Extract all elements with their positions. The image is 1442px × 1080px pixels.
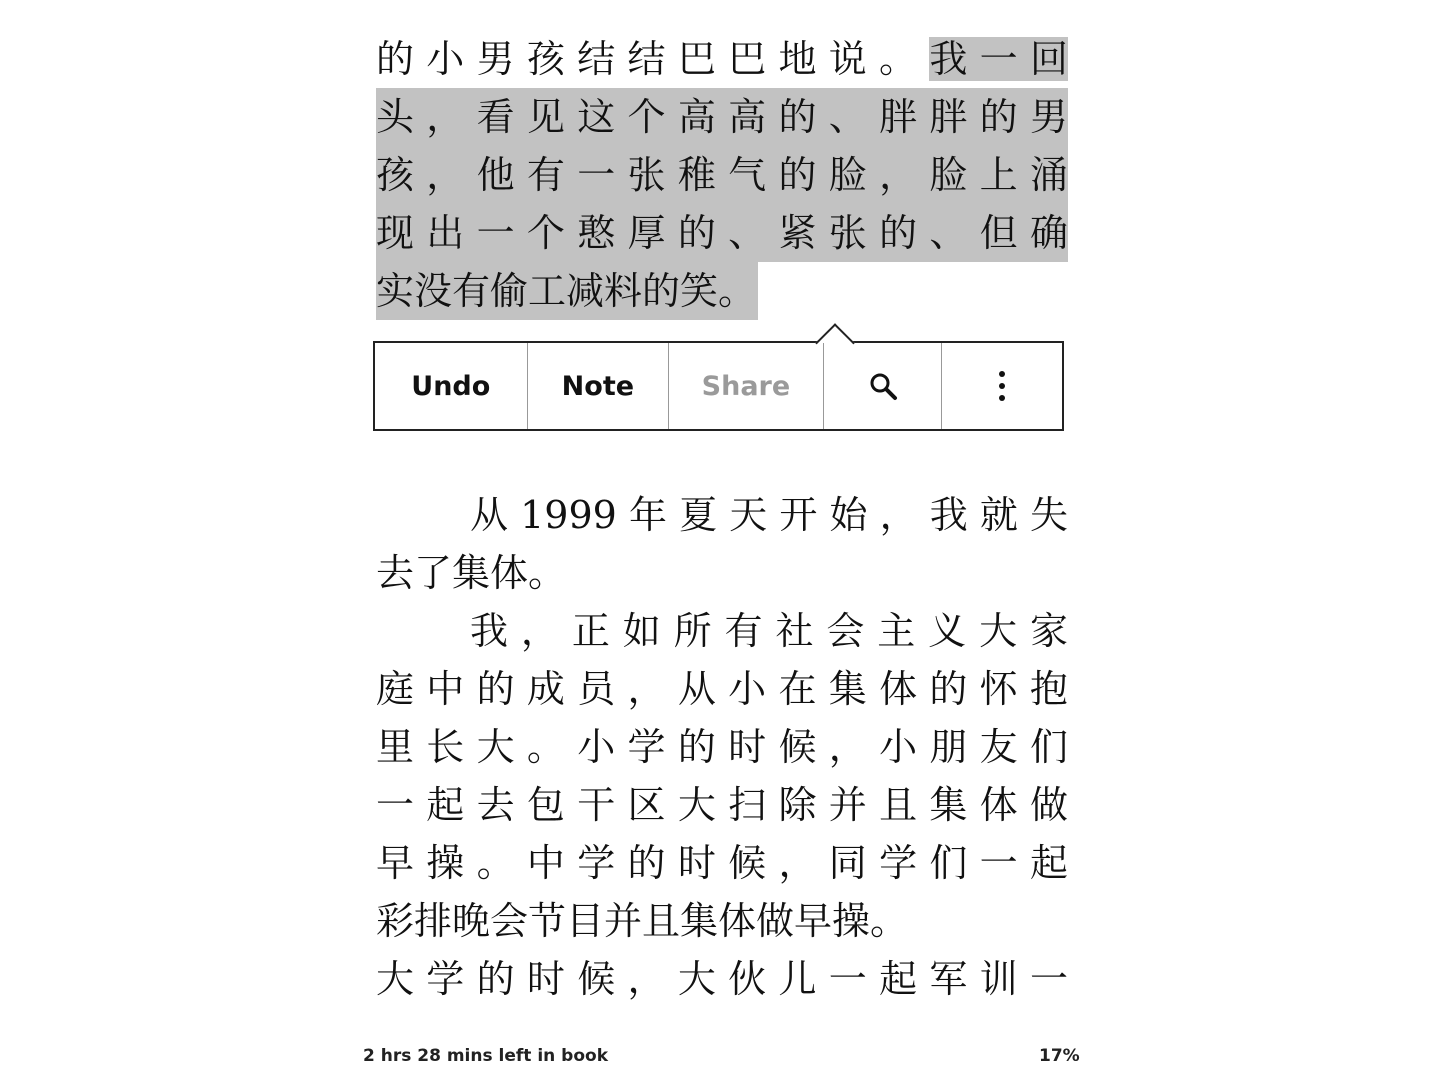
highlighted-line[interactable]: 现出一个憨厚的、紧张的、但确 [376, 204, 1068, 262]
text-line[interactable] [376, 30, 1068, 88]
body-line: 彩排晚会节目并且集体做早操。 [376, 899, 909, 943]
body-line: 早操。中学的时候，同学们一起 [376, 841, 1068, 885]
body-line: 去了集体。 [376, 551, 567, 595]
selection-toolbar [373, 341, 1064, 431]
body-line: 里长大。小学的时候，小朋友们 [376, 725, 1068, 769]
text-line[interactable] [376, 262, 1068, 320]
search-button[interactable] [824, 343, 943, 429]
more-options-button[interactable] [942, 343, 1062, 429]
highlighted-text[interactable]: 实没有偷工减料的笑。 [376, 262, 758, 320]
body-line: 大学的时候，大伙儿一起军训一 [376, 957, 1068, 1001]
time-left-in-book[interactable]: 2 hrs 28 mins left in book [363, 1046, 609, 1066]
more-vertical-icon [997, 370, 1007, 402]
share-button[interactable]: Share [669, 343, 824, 429]
search-icon [868, 371, 898, 401]
body-line: 一起去包干区大扫除并且集体做 [376, 783, 1068, 827]
note-button[interactable]: Note [528, 343, 670, 429]
undo-button[interactable]: Undo [375, 343, 528, 429]
highlighted-line[interactable]: 头，看见这个高高的、胖胖的男 [376, 88, 1068, 146]
body-line: 我，正如所有社会主义大家 [470, 609, 1068, 653]
highlighted-line[interactable]: 孩，他有一张稚气的脸，脸上涌 [376, 146, 1068, 204]
body-line: 从1999年夏天开始，我就失 [470, 493, 1068, 537]
text-before-highlight: 的小男孩结结巴巴地说。 [376, 37, 930, 81]
reading-progress[interactable]: 17% [1039, 1046, 1080, 1066]
highlighted-text[interactable]: 我一回 [929, 37, 1068, 81]
body-line: 庭中的成员，从小在集体的怀抱 [376, 667, 1068, 711]
